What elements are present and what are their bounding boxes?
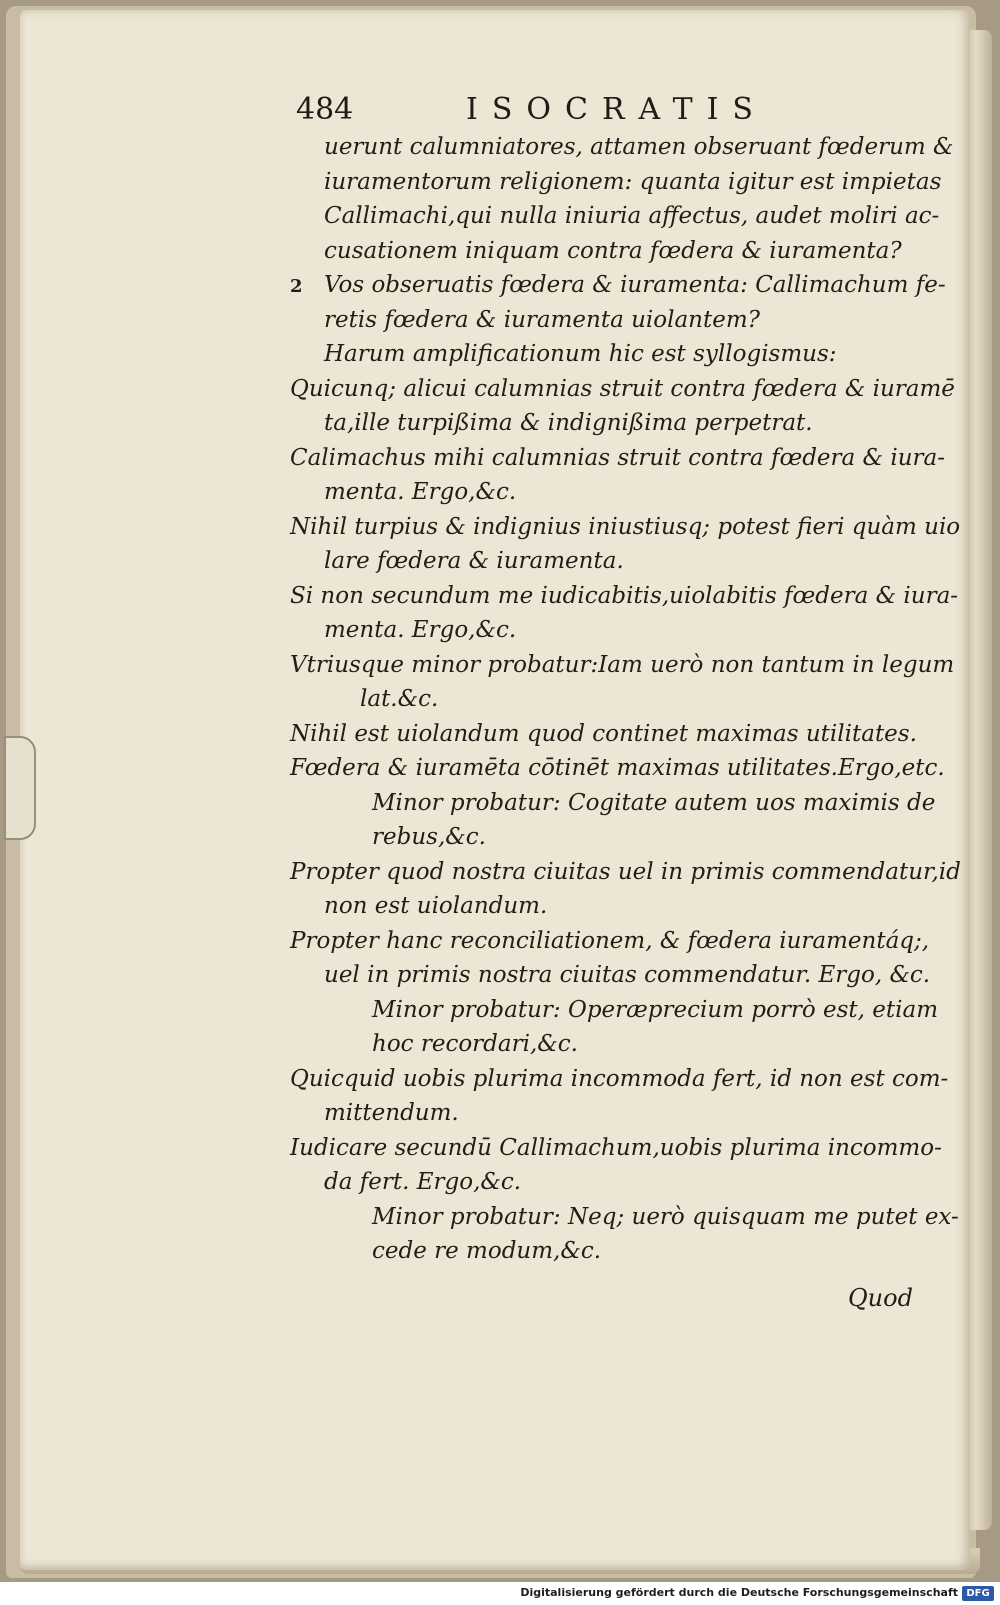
footer-bar: [0, 1584, 1000, 1605]
text-line: [290, 1234, 930, 1269]
text-line: [290, 268, 946, 303]
line-text: da fert. Ergo,&c.: [324, 1169, 522, 1195]
line-text: Quicquid uobis plurima incommoda fert, id non est com-: [290, 1065, 949, 1092]
text-line: [290, 130, 954, 165]
text-line: [290, 510, 961, 545]
text-line: [290, 1062, 949, 1097]
text-line: [290, 406, 930, 441]
line-text: Nihil turpius & indignius iniustiusq; potest fieri quàm uio: [290, 513, 961, 540]
text-line: [290, 544, 930, 579]
text-line: [290, 717, 930, 752]
line-text: Minor probatur: Neq; uerò quisquam me putet ex-: [372, 1203, 959, 1230]
line-text: non est uiolandum.: [324, 893, 548, 919]
running-title: ISOCRATIS: [466, 92, 767, 127]
text-line: [290, 613, 930, 648]
text-line: [290, 958, 930, 993]
text-line: [290, 682, 930, 717]
line-text: Harum amplificationum hic est syllogismus:: [324, 341, 837, 367]
catchword: Quod: [848, 1284, 913, 1312]
line-text: Nihil est uiolandum quod continet maximas utilitates.: [290, 720, 917, 747]
page-clip: [4, 736, 36, 840]
line-text: Vos obseruatis fœdera & iuramenta: Callimachum fe-: [324, 272, 946, 298]
text-line: [290, 1096, 930, 1131]
dfg-logo: DFG: [962, 1586, 994, 1601]
line-text: Callimachi,qui nulla iniuria affectus, audet moliri ac-: [324, 203, 940, 229]
text-line: [290, 1200, 959, 1235]
line-text: lat.&c.: [360, 686, 439, 712]
text-line: [290, 924, 930, 959]
text-line: [290, 889, 930, 924]
line-text: Vtriusque minor probatur:Iam uerò non tantum in legum: [290, 651, 955, 678]
line-text: Minor probatur: Cogitate autem uos maximis de: [372, 789, 936, 816]
line-text: Propter hanc reconciliationem, & fœdera iuramentáq;,: [290, 927, 930, 954]
page-number: 484: [296, 92, 354, 127]
line-text: retis fœdera & iuramenta uiolantem?: [324, 306, 760, 333]
line-text: cede re modum,&c.: [372, 1238, 602, 1264]
line-text: cusationem iniquam contra fœdera & iuramenta?: [324, 237, 902, 264]
text-line: [290, 820, 930, 855]
text-line: [290, 1131, 942, 1166]
text-line: [290, 1165, 930, 1200]
line-text: uel in primis nostra ciuitas commendatur. Ergo, &c.: [324, 962, 931, 988]
line-text: uerunt calumniatores, attamen obseruant fœderum &: [324, 134, 954, 160]
footer-credit: Digitalisierung gefördert durch die Deutsche Forschungsgemeinschaft: [520, 1586, 958, 1599]
line-text: hoc recordari,&c.: [372, 1031, 578, 1057]
line-text: rebus,&c.: [372, 824, 486, 850]
text-line: [290, 648, 955, 683]
line-text: Minor probatur: Operæprecium porrò est, etiam: [372, 996, 939, 1023]
text-line: [290, 993, 939, 1028]
text-line: [290, 165, 942, 200]
line-text: lare fœdera & iuramenta.: [324, 548, 624, 574]
text-line: [290, 855, 961, 890]
text-line: [290, 1027, 930, 1062]
page-header: [296, 92, 916, 132]
line-text: Calimachus mihi calumnias struit contra fœdera & iura-: [290, 444, 945, 471]
text-line: [290, 199, 940, 234]
line-text: Iudicare secundū Callimachum,uobis plurima incommo-: [290, 1134, 942, 1161]
line-text: mittendum.: [324, 1100, 459, 1126]
text-line: [290, 475, 930, 510]
line-text: ta,ille turpißima & indignißima perpetrat.: [324, 410, 813, 436]
line-text: iuramentorum religionem: quanta igitur est impietas: [324, 168, 942, 195]
text-line: [290, 337, 930, 372]
line-text: Propter quod nostra ciuitas uel in primis commendatur,id: [290, 858, 961, 885]
text-line: [290, 441, 945, 476]
text-line: [290, 303, 930, 338]
line-marker: 2: [290, 276, 303, 297]
text-line: [290, 579, 959, 614]
line-text: menta. Ergo,&c.: [324, 617, 517, 643]
text-line: [290, 234, 930, 269]
text-line: [290, 786, 936, 821]
line-text: Fœdera & iuramēta cōtinēt maximas utilitates.Ergo,etc.: [290, 755, 945, 781]
text-line: [290, 751, 945, 786]
text-line: [290, 372, 955, 407]
line-text: Si non secundum me iudicabitis,uiolabitis fœdera & iura-: [290, 582, 959, 609]
line-text: Quicunq; alicui calumnias struit contra fœdera & iuramē: [290, 375, 955, 402]
line-text: menta. Ergo,&c.: [324, 479, 517, 505]
text-body: [290, 130, 961, 1269]
